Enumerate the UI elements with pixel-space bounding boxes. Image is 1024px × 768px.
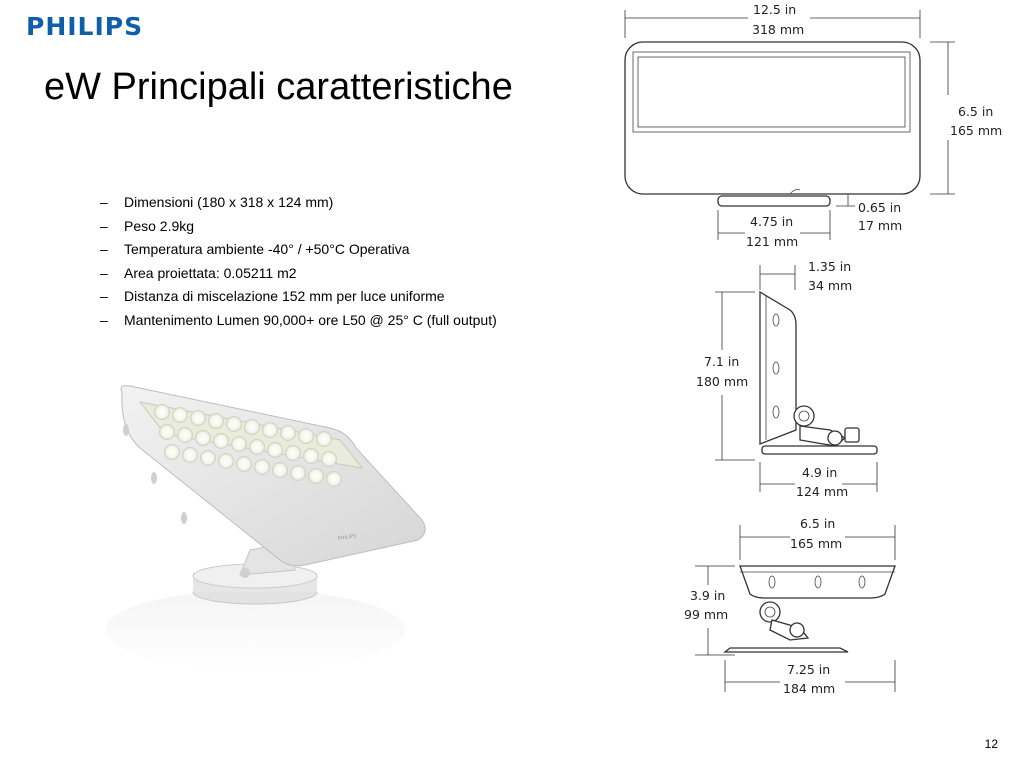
feature-list [100, 191, 497, 332]
bullet-text: Mantenimento Lumen 90,000+ ore L50 @ 25° C (full output) [124, 311, 497, 328]
top-width-mm: 165 mm [790, 536, 843, 551]
front-width-in: 12.5 in [753, 2, 797, 17]
side-depth-in: 1.35 in [808, 259, 852, 274]
bullet-text: Distanza di miscelazione 152 mm per luce uniforme [124, 288, 445, 304]
bullet-text: Area proiettata: 0.05211 m2 [124, 264, 297, 281]
product-photo [100, 370, 430, 690]
side-height-in: 7.1 in [704, 354, 740, 369]
philips-logo: PHILIPS [26, 12, 144, 41]
top-base-mm: 184 mm [783, 681, 836, 696]
bullet-text: Dimensioni (180 x 318 x 124 mm) [124, 194, 334, 210]
list-item: – Mantenimento Lumen 90,000+ ore L50 @ 25° C (full output) [100, 311, 497, 328]
front-base-mm: 121 mm [746, 234, 799, 249]
side-base-mm: 124 mm [796, 484, 849, 499]
front-gap-mm: 17 mm [858, 218, 903, 233]
side-view-drawing [696, 259, 877, 499]
front-view-drawing [625, 2, 1002, 249]
top-width-in: 6.5 in [800, 516, 836, 531]
list-item: – Area proiettata: 0.05211 m2 [100, 264, 297, 281]
front-height-mm: 165 mm [950, 123, 1003, 138]
slide-title: eW Principali caratteristiche [44, 66, 513, 108]
top-height-mm: 99 mm [684, 607, 729, 622]
list-item: – Peso 2.9kg [100, 217, 195, 234]
front-gap-in: 0.65 in [858, 200, 902, 215]
top-height-in: 3.9 in [690, 588, 726, 603]
side-depth-mm: 34 mm [808, 278, 853, 293]
list-item: – Distanza di miscelazione 152 mm per luce uniforme [100, 288, 445, 304]
front-width-mm: 318 mm [752, 22, 805, 37]
bullet-text: Temperatura ambiente -40° / +50°C Operativa [124, 241, 410, 257]
side-height-mm: 180 mm [696, 374, 749, 389]
top-view-drawing [684, 516, 895, 696]
bullet-text: Peso 2.9kg [124, 217, 195, 234]
front-base-in: 4.75 in [750, 214, 794, 229]
list-item: – Dimensioni (180 x 318 x 124 mm) [100, 194, 334, 210]
top-base-in: 7.25 in [787, 662, 831, 677]
page-number: 12 [984, 737, 998, 751]
side-base-in: 4.9 in [802, 465, 838, 480]
photo-logo: PHILIPS [337, 533, 357, 542]
list-item: – Temperatura ambiente -40° / +50°C Operativa [100, 241, 410, 257]
front-height-in: 6.5 in [958, 104, 994, 119]
